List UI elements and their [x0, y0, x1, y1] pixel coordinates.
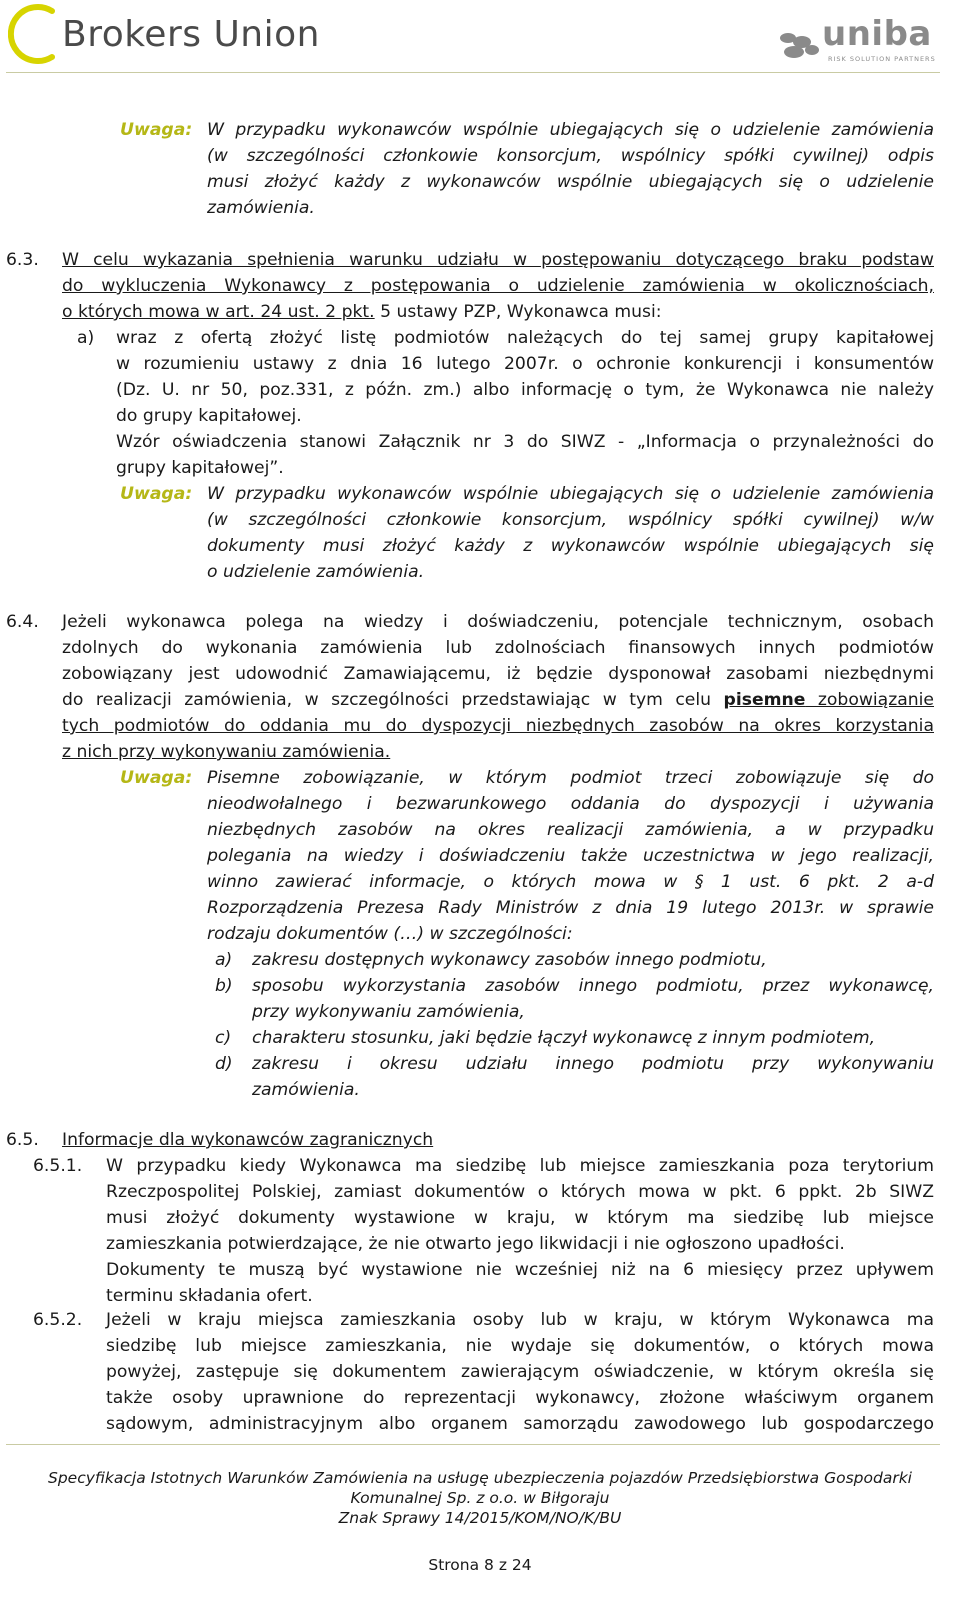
section-number: 6.3. [6, 250, 39, 270]
footer-line: Komunalnej Sp. z o.o. w Biłgoraju [350, 1489, 610, 1507]
list-item-line: zakresu i okresu udziału innego podmiotu przy wykonywaniu [252, 1054, 934, 1074]
uwaga-text-line: rodzaju dokumentów (…) w szczególności: [207, 924, 573, 944]
section-text-line: zdolnych do wykonania zamówienia lub zdolnościach finansowych innych podmiotów [62, 638, 934, 658]
uniba-logo-text: uniba [822, 14, 932, 54]
section-text-line: terminu składania ofert. [106, 1286, 313, 1306]
header-rule [6, 72, 940, 73]
footer-rule [6, 1444, 940, 1445]
section-text-line: powyżej, zastępuje się dokumentem zawierającym oświadczenie, w którym określa się [106, 1362, 934, 1382]
brokers-union-logo-text: Brokers Union [62, 13, 320, 55]
section-text-line: Dokumenty te muszą być wystawione nie wcześniej niż na 6 miesięcy przez upływem [106, 1260, 934, 1280]
uwaga-text-line: o udzielenie zamówienia. [207, 562, 425, 582]
section-number: 6.4. [6, 612, 39, 632]
section-text-line: musi złożyć dokumenty wystawione w kraju, w którym ma siedzibę lub miejsce [106, 1208, 934, 1228]
uwaga-text-line: niezbędnych zasobów na okres realizacji zamówienia, a w przypadku [207, 820, 934, 840]
uniba-dots-icon [778, 28, 822, 62]
uwaga-text-line: Pisemne zobowiązanie, w którym podmiot trzeci zobowiązuje się do [207, 768, 934, 788]
list-item-line: zamówienia. [252, 1080, 360, 1100]
section-text-plain: do realizacji zamówienia, w szczególności przedstawiając w tym celu [62, 690, 724, 710]
footer-line: Znak Sprawy 14/2015/KOM/NO/K/BU [338, 1509, 622, 1527]
section-text-line: Jeżeli wykonawca polega na wiedzy i doświadczeniu, potencjale technicznym, osobach [62, 612, 934, 632]
uwaga-text-line: winno zawierać informacje, o których mowa w § 1 ust. 6 pkt. 2 a-d [207, 872, 934, 892]
uwaga-text-line: dokumenty musi złożyć każdy z wykonawców wspólnie ubiegających się [207, 536, 934, 556]
section-number: 6.5. [6, 1130, 39, 1150]
section-text-line: zobowiązany jest udowodnić Zamawiającemu, iż będzie dysponował zasobami niezbędnymi [62, 664, 934, 684]
list-item-line: grupy kapitałowej”. [116, 458, 284, 478]
uwaga-text-line: polegania na wiedzy i doświadczeniu także uczestnictwa w jego realizacji, [207, 846, 934, 866]
list-label: a) [215, 950, 233, 970]
list-item-line: charakteru stosunku, jaki będzie łączył wykonawcę z innym podmiotem, [252, 1028, 876, 1048]
list-label: b) [215, 976, 233, 996]
list-label: c) [215, 1028, 232, 1048]
section-text-line: Rzeczpospolitej Polskiej, zamiast dokumentów o których mowa w pkt. 6 ppkt. 2b SIWZ [106, 1182, 934, 1202]
uwaga-text-line: musi złożyć każdy z wykonawców wspólnie ubiegających się o udzielenie [207, 172, 934, 192]
list-label: a) [77, 328, 95, 348]
section-text-line: zamieszkania potwierdzające, że nie otwarto jego likwidacji i nie ogłoszono upadłości. [106, 1234, 845, 1254]
section-text-line: W celu wykazania spełnienia warunku udziału w postępowaniu dotyczącego braku podstaw [62, 250, 934, 270]
list-item-line: (Dz. U. nr 50, poz.331, z późn. zm.) albo informację o tym, że Wykonawca nie należy [116, 380, 934, 400]
list-item-line: przy wykonywaniu zamówienia, [252, 1002, 525, 1022]
uwaga-label: Uwaga: [120, 484, 193, 504]
section-text-line: do wykluczenia Wykonawcy z postępowania o udzielenie zamówienia w okolicznościach, [62, 276, 934, 296]
uwaga-label: Uwaga: [120, 120, 193, 140]
subsection-number: 6.5.1. [33, 1156, 83, 1176]
uwaga-text-line: W przypadku wykonawców wspólnie ubiegających się o udzielenie zamówienia [207, 120, 934, 140]
page-header [0, 0, 960, 72]
uniba-tagline: RISK SOLUTION PARTNERS [828, 55, 936, 63]
brokers-union-logo [8, 4, 320, 64]
uwaga-text-line: Rozporządzenia Prezesa Rady Ministrów z dnia 19 lutego 2013r. w sprawie [207, 898, 934, 918]
section-text-line: tych podmiotów do oddania mu do dyspozycji niezbędnych zasobów na okres korzystania [62, 716, 934, 736]
section-text-line: sądowym, administracyjnym albo organem samorządu zawodowego lub gospodarczego [106, 1414, 934, 1434]
section-text-line: Jeżeli w kraju miejsca zamieszkania osoby lub w kraju, w którym Wykonawca ma [106, 1310, 934, 1330]
uniba-logo [778, 14, 938, 68]
section-text-line [62, 299, 662, 325]
list-item-line: do grupy kapitałowej. [116, 406, 302, 426]
section-text-line: siedzibę lub miejsce zamieszkania, nie wydaje się dokumentów, o których mowa [106, 1336, 934, 1356]
uwaga-text-line: nieodwołalnego i bezwarunkowego oddania do dyspozycji i używania [207, 794, 934, 814]
section-text-bold: pisemne [723, 690, 806, 710]
uwaga-text-line: (w szczególności członkowie konsorcjum, wspólnicy spółki cywilnej) odpis [207, 146, 934, 166]
list-label: d) [215, 1054, 233, 1074]
section-text-underlined: o których mowa w art. 24 ust. 2 pkt. [62, 302, 375, 322]
section-title: Informacje dla wykonawców zagranicznych [62, 1130, 434, 1150]
uwaga-text-line: (w szczególności członkowie konsorcjum, wspólnicy spółki cywilnej) w/w [207, 510, 934, 530]
list-item-line: zakresu dostępnych wykonawcy zasobów innego podmiotu, [252, 950, 767, 970]
section-text-line: W przypadku kiedy Wykonawca ma siedzibę lub miejsce zamieszkania poza terytorium [106, 1156, 934, 1176]
list-item-line: wraz z ofertą złożyć listę podmiotów należących do tej samej grupy kapitałowej [116, 328, 934, 348]
section-text-line: także osoby uprawnione do reprezentacji wykonawcy, złożone właściwym organem [106, 1388, 934, 1408]
footer-line: Specyfikacja Istotnych Warunków Zamówienia na usługę ubezpieczenia pojazdów Przedsiębiorstwa Gospodarki [47, 1469, 912, 1487]
section-text-underlined: zobowiązanie [805, 690, 934, 710]
list-item-line: w rozumieniu ustawy z dnia 16 lutego 2007r. o ochronie konkurencji i konsumentów [116, 354, 934, 374]
uwaga-text-line: zamówienia. [207, 198, 315, 218]
section-text-rest: 5 ustawy PZP, Wykonawca musi: [374, 302, 662, 322]
subsection-number: 6.5.2. [33, 1310, 83, 1330]
section-text-line: z nich przy wykonywaniu zamówienia. [62, 742, 391, 762]
uwaga-text-line: W przypadku wykonawców wspólnie ubiegających się o udzielenie zamówienia [207, 484, 934, 504]
uwaga-label: Uwaga: [120, 768, 193, 788]
page-number: Strona 8 z 24 [428, 1556, 532, 1574]
list-item-line: sposobu wykorzystania zasobów innego podmiotu, przez wykonawcę, [252, 976, 934, 996]
section-text-line [62, 687, 934, 713]
list-item-line: Wzór oświadczenia stanowi Załącznik nr 3 do SIWZ - „Informacja o przynależności do [116, 432, 934, 452]
logo-arc-icon [8, 3, 58, 65]
